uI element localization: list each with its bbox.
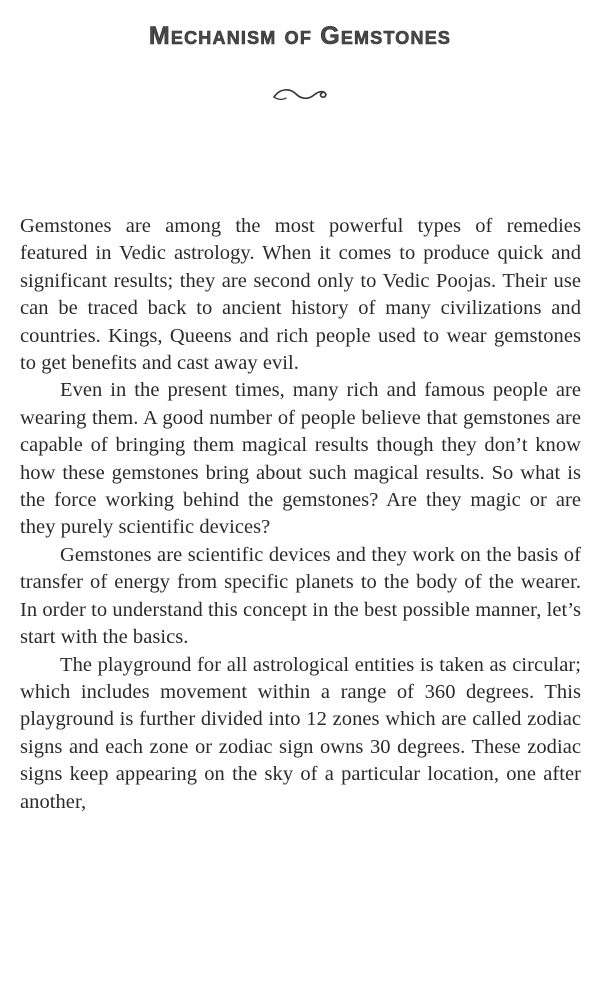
paragraph-2: Even in the present times, many rich and famous people are wearing them. A good number of people believe that gemstones are capable of bringing them magical results though they don’t know how these gemstones bring about such magical results. So what is the force working behind the gemstones? Are they magic or are they purely scientific devices?: [20, 379, 581, 539]
chapter-title: Mechanism of Gemstones: [148, 22, 452, 50]
swash-flourish-icon: [270, 82, 330, 106]
paragraph-3: Gemstones are scientific devices and they work on the basis of transfer of energy from specific planets to the body of the wearer. In order to understand this concept in the best possible manner, let’s start with the basics.: [20, 543, 581, 649]
body-text: [20, 213, 581, 816]
paragraph-4: The playground for all astrological entities is taken as circular; which includes movement within a range of 360 degrees. This playground is further divided into 12 zones which are called zodiac signs and each zone or zodiac sign owns 30 degrees. These zodiac signs keep appearing on the sky of a particular location, one after another,: [20, 653, 581, 813]
paragraph-1: Gemstones are among the most powerful types of remedies featured in Vedic astrology. When it comes to produce quick and significant results; they are second only to Vedic Poojas. Their use can be traced back to ancient history of many civilizations and countries. Kings, Queens and rich people used to wear gemstones to get benefits and cast away evil.: [20, 215, 581, 375]
